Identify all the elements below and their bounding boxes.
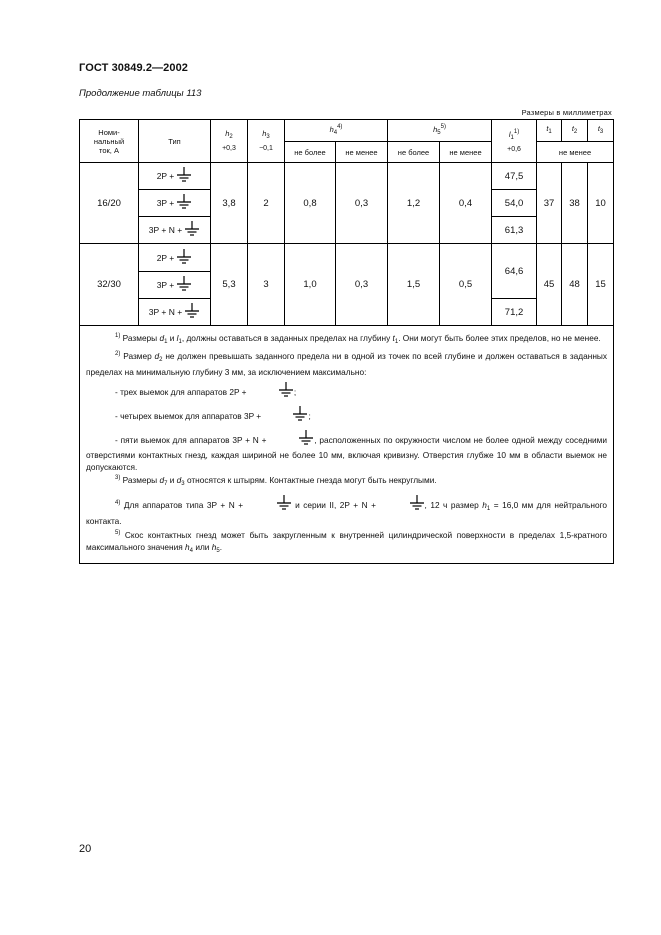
note-2: $^{2)}$ Размер $d_2$ не должен превышать заданного предела ни в одной из точек по всей глубине и должен оставаться в заданных пределах на минимальную глубину 3 мм, за исключением максимально: [86,350,608,377]
dimensions-table [79,119,614,564]
col-header-type: Тип [139,120,211,163]
cell-h4-max: 1,0 [285,244,336,326]
col-header-h2: $h_2$ +0,3 [211,120,248,163]
h5-not-less: не менее [440,142,492,163]
cell-l1: 61,3 [492,217,537,244]
cell-h5-max: 1,5 [388,244,440,326]
cell-type: 3P + N + [139,217,211,244]
col-header-t3: $t_3$ [588,120,614,142]
table-notes [80,326,614,564]
cell-h3: 2 [248,163,285,244]
cell-h3: 3 [248,244,285,326]
cell-h4-max: 0,8 [285,163,336,244]
col-header-nominal-current: Номи- нальный ток, А [80,120,139,163]
units-caption: Размеры в миллиметрах [521,108,612,117]
cell-t3: 15 [588,244,614,326]
cell-current: 16/20 [80,163,139,244]
cell-type: 2P + [139,244,211,272]
cell-t3: 10 [588,163,614,244]
cell-type: 3P + N + [139,299,211,326]
notes-row [80,326,614,564]
cell-t2: 38 [562,163,588,244]
document-header: ГОСТ 30849.2—2002 [79,62,189,74]
ground-symbol-icon [247,495,292,515]
cell-h2: 5,3 [211,244,248,326]
cell-t1: 45 [537,244,562,326]
ground-symbol-icon [176,167,192,185]
ground-symbol-icon [249,382,294,402]
col-header-t1: $t_1$ [537,120,562,142]
col-header-h4: $h_4^{4)}$ [285,120,388,142]
cell-type: 3P + [139,190,211,217]
h5-not-more: не более [388,142,440,163]
page-number: 20 [79,843,92,855]
t-not-less: не менее [537,142,614,163]
cell-t2: 48 [562,244,588,326]
cell-l1: 71,2 [492,299,537,326]
col-header-h5: $h_5^{5)}$ [388,120,492,142]
cell-l1: 47,5 [492,163,537,190]
cell-h5-max: 1,2 [388,163,440,244]
note-2-item-1: - трех выемок для аппаратов 2P + ; [86,382,607,402]
ground-symbol-icon [184,303,200,321]
note-5: $^{5)}$ Скос контактных гнезд может быть закругленным к внутренней цилиндрической поверхности в пределах 1,5-кратного максимального значения $h_4$ или $h_5$. [86,529,608,554]
note-1: $^{1)}$ Размеры $d_1$ и $l_1$, должны оставаться в заданных пределах на глубину $t_1$. Они могут быть более этих пределов, но не менее. [115,333,601,345]
col-header-l1: $l_1^{1)}$ +0,6 [492,120,537,163]
cell-h4-min: 0,3 [336,163,388,244]
ground-symbol-icon [380,495,425,515]
h4-not-less: не менее [336,142,388,163]
cell-t1: 37 [537,163,562,244]
col-header-h3: $h_3$ −0,1 [248,120,285,163]
ground-symbol-icon [184,221,200,239]
cell-type: 2P + [139,163,211,190]
cell-l1: 64,6 [492,244,537,299]
table-continuation-caption: Продолжение таблицы 113 [79,88,202,99]
cell-h5-min: 0,4 [440,163,492,244]
cell-l1: 54,0 [492,190,537,217]
ground-symbol-icon [176,194,192,212]
table-row [80,163,614,190]
note-2-item-3: - пяти выемок для аппаратов 3P + N + , расположенных по окружности числом не более одной между соседними отверстиями контактных гнезд, каждая шириной не более 10 мм, включая кривизну. Отверстия глубже 10 мм в области выемок не допускаются. [86,430,607,473]
header-row [80,120,614,142]
cell-current: 32/30 [80,244,139,326]
ground-symbol-icon [263,406,308,426]
cell-h2: 3,8 [211,163,248,244]
col-header-t2: $t_2$ [562,120,588,142]
note-3: $^{3)}$ Размеры $d_7$ и $d_3$ относятся к штырям. Контактные гнезда могут быть некруглыми. [115,475,437,488]
ground-symbol-icon [269,430,314,450]
h4-not-more: не более [285,142,336,163]
cell-type: 3P + [139,272,211,299]
cell-h5-min: 0,5 [440,244,492,326]
note-2-item-2: - четырех выемок для аппаратов 3P + ; [86,406,607,426]
cell-h4-min: 0,3 [336,244,388,326]
ground-symbol-icon [176,276,192,294]
note-4: $^{4)}$ Для аппаратов типа 3P + N + и серии II, 2P + N + , 12 ч размер $h_1 = 16,0$ мм для нейтрального контакта. [86,495,607,528]
ground-symbol-icon [176,249,192,267]
table-row [80,244,614,272]
